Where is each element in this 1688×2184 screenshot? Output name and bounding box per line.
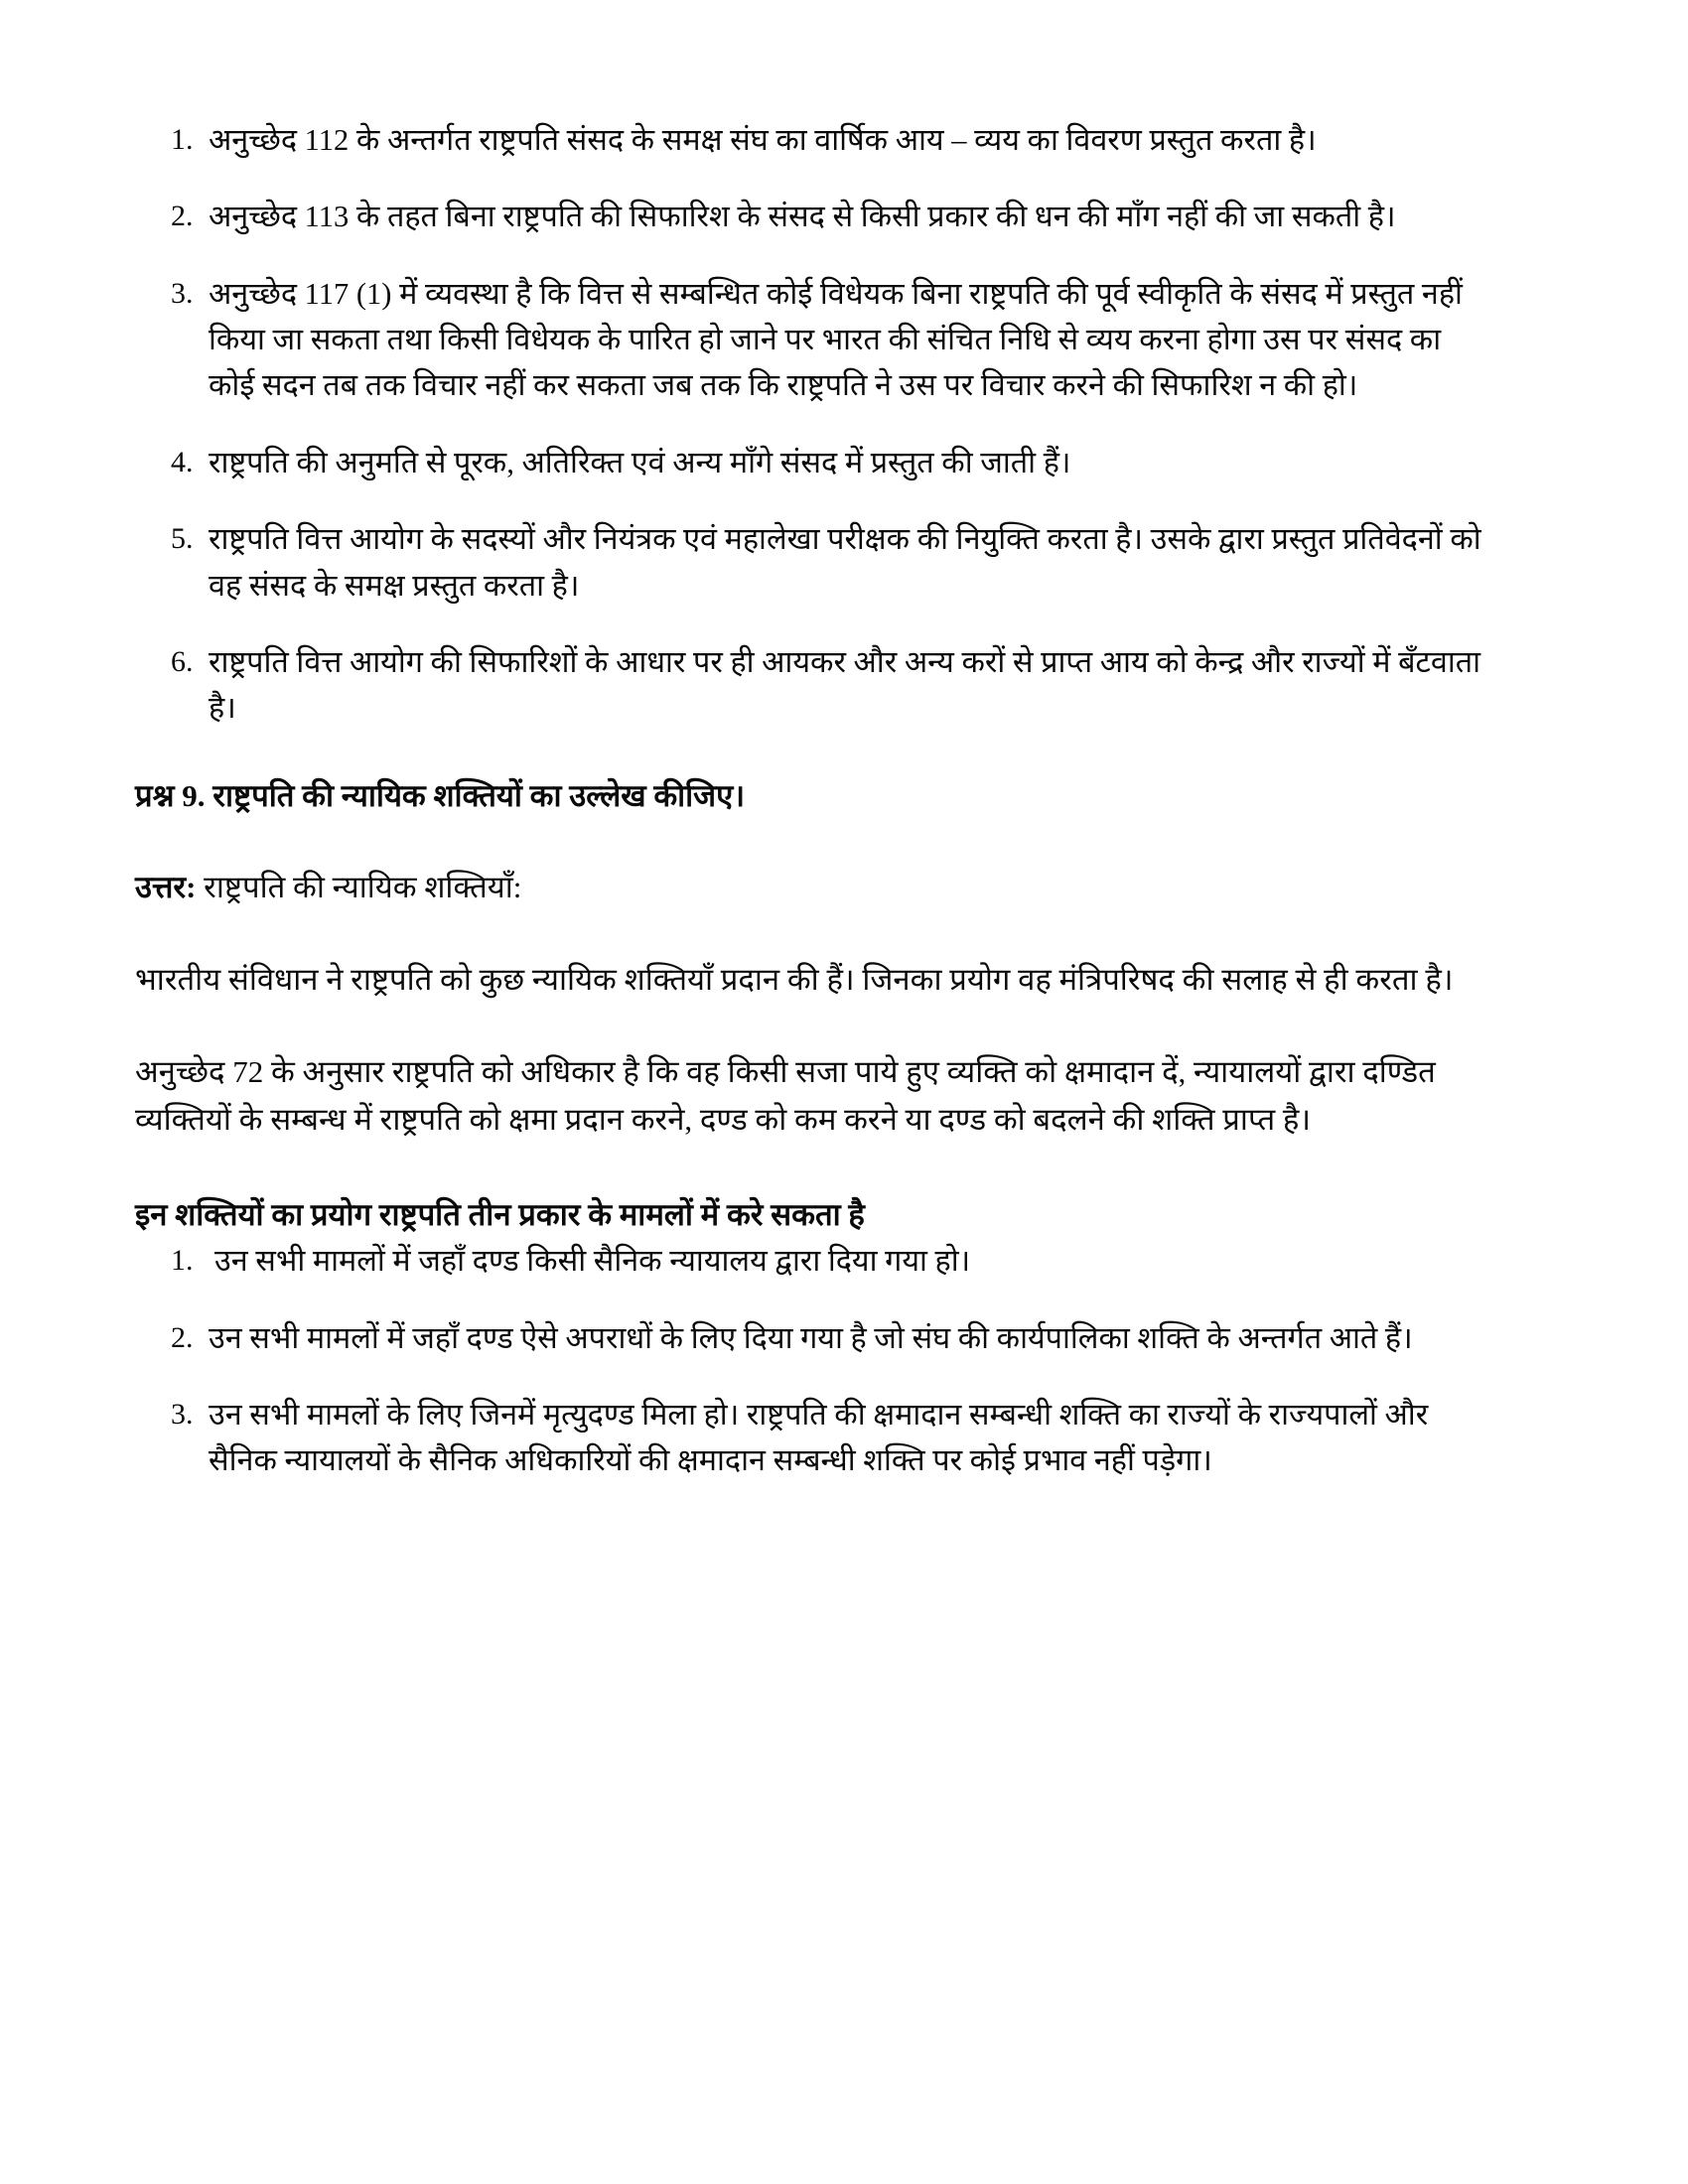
list-item [135,516,1493,609]
usage-subheading: इन शक्तियों का प्रयोग राष्ट्रपति तीन प्रकार के मामलों में करे सकता है [135,1196,865,1232]
list-item [135,1315,1493,1361]
page-content [135,117,1493,1484]
list-item-text: उन सभी मामलों में जहाँ दण्ड किसी सैनिक न्यायालय द्वारा दिया गया हो। [214,1244,971,1279]
list-item-text: उन सभी मामलों के लिए जिनमें मृत्युदण्ड मिला हो। राष्ट्रपति की क्षमादान सम्बन्धी शक्ति का राज्यों के राज्यपालों और सैनिक न्यायालयों के सैनिक अधिकारियों की क्षमादान सम्बन्धी शक्ति पर कोई प्रभाव नहीं पड़ेगा। [209,1397,1429,1478]
list-item-text: अनुच्छेद 113 के तहत बिना राष्ट्रपति की सिफारिश के संसद से किसी प्रकार की धन की माँग नहीं की जा सकती है। [209,200,1396,234]
list-item [135,194,1493,239]
answer-label-rest: राष्ट्रपति की न्यायिक शक्तियाँ: [196,870,522,905]
list-item [135,117,1493,163]
answer-label: उत्तर: [135,870,197,905]
list-marker: 1. [171,123,194,156]
list-item [135,440,1493,485]
question-heading: प्रश्न 9. राष्ट्रपति की न्यायिक शक्तियों का उल्लेख कीजिए। [135,777,746,813]
list-marker: 6. [171,644,194,678]
list-item-text: अनुच्छेद 112 के अन्तर्गत राष्ट्रपति संसद के समक्ष संघ का वार्षिक आय – व्यय का विवरण प्रस्तुत करता है। [209,123,1317,157]
list-marker: 2. [171,1320,194,1354]
financial-powers-list [135,117,1493,732]
list-marker: 2. [171,200,194,233]
answer-paragraph-1: भारतीय संविधान ने राष्ट्रपति को कुछ न्यायिक शक्तियाँ प्रदान की हैं। जिनका प्रयोग वह मंत्रिपरिषद की सलाह से ही करता है। [135,961,1454,997]
list-item-text: राष्ट्रपति की अनुमति से पूरक, अतिरिक्त एवं अन्य माँगे संसद में प्रस्तुत की जाती हैं। [209,445,1071,479]
answer-paragraph-2: अनुच्छेद 72 के अनुसार राष्ट्रपति को अधिकार है कि वह किसी सजा पाये हुए व्यक्ति को क्षमादान दें, न्यायालयों द्वारा दण्डित व्यक्तियों के सम्बन्ध में राष्ट्रपति को क्षमा प्रदान करने, दण्ड को कम करने या दण्ड को बदलने की शक्ति प्राप्त है। [135,1053,1436,1138]
list-item-text: उन सभी मामलों में जहाँ दण्ड ऐसे अपराधों के लिए दिया गया है जो संघ की कार्यपालिका शक्ति के अन्तर्गत आते हैं। [209,1320,1413,1355]
answer-intro-line [135,865,1493,911]
list-item-text: राष्ट्रपति वित्त आयोग के सदस्यों और नियंत्रक एवं महालेखा परीक्षक की नियुक्ति करता है। उसके द्वारा प्रस्तुत प्रतिवेदनों को वह संसद के समक्ष प्रस्तुत करता है। [209,522,1481,603]
list-marker: 3. [171,276,194,310]
usage-cases-list [135,1238,1493,1483]
list-item [135,1392,1493,1484]
list-marker: 5. [171,522,194,556]
list-item [135,1238,1493,1284]
list-marker: 1. [171,1244,194,1278]
list-item-text: राष्ट्रपति वित्त आयोग की सिफारिशों के आधार पर ही आयकर और अन्य करों से प्राप्त आय को केन्द्र और राज्यों में बँटवाता है। [209,644,1481,726]
list-item-text: अनुच्छेद 117 (1) में व्यवस्था है कि वित्त से सम्बन्धित कोई विधेयक बिना राष्ट्रपति की पूर्व स्वीकृति के संसद में प्रस्तुत नहीं किया जा सकता तथा किसी विधेयक के पारित हो जाने पर भारत की संचित निधि से व्यय करना होगा उस पर संसद का कोई सदन तब तक विचार नहीं कर सकता जब तक कि राष्ट्रपति ने उस पर विचार करने की सिफारिश न की हो। [209,276,1463,403]
list-item [135,639,1493,732]
list-marker: 3. [171,1397,194,1431]
list-item [135,271,1493,409]
list-marker: 4. [171,445,194,478]
